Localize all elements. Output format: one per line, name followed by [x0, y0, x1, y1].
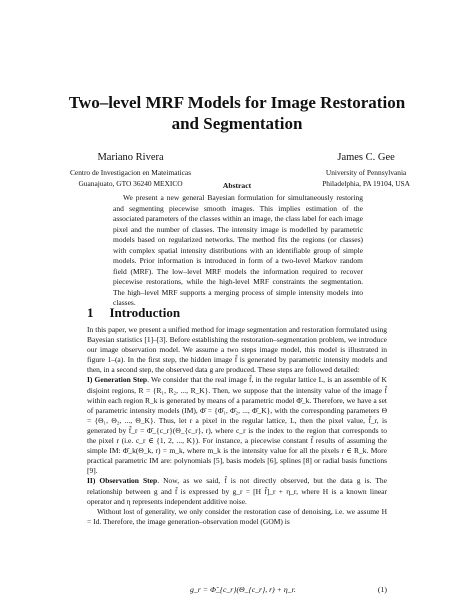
observation-step-label: II) Observation Step [87, 476, 158, 486]
equation-1-body: g_r = Φ̂_{c_r}(Θ_{c_r}, r) + η_r. [190, 585, 296, 594]
observation-step-paragraph [87, 476, 387, 506]
intro-paragraph-4: Without lost of generality, we only consider the restoration case of denoising, i.e. we assume H = Id. Therefore, the image generation–observation model (GOM) is [87, 506, 387, 526]
paper-title [40, 92, 434, 134]
section-heading [87, 305, 180, 321]
generation-step-text: . We consider that the real image f̃, in the regular lattice L, is an assemble of K disjoint regions, R = {R₁, R₂, ..., R_K}. Then, we suppose that the intensity value of the image f̃ within each region R_k is generated by means of a parametric model Φ̂_k. Therefore, we have a set of parametric intensity models (IM), Φ̂ = {Φ̂₁, Φ̂₂, ..., Φ̂_K}, with the corresponding parameters Θ = {Θ₁, Θ₂, ..., Θ_K}. Thus, let r a pixel in the regular lattice, L, then the pixel value, f̃_r, is generated by f̃_r = Φ̂_{c_r}(Θ_{c_r}, r), where c_r is the index to the region that corresponds to the pixel r (i.e. c_r ∈ {1, 2, ..., K}). For instance, a piecewise constant f̃ results of assuming the simple IM: Φ̂_k(Θ_k, r) = m_k, where m_k is the intensity value for all the pixels r ∈ R_k. More practical parametric IM are: polynomials [5], basis models [6], splines [8] or radial basis functions [9]. [87, 375, 387, 476]
section-body [87, 325, 387, 527]
author-1-name: Mariano Rivera [97, 152, 164, 163]
author-1-affiliation-line-2: Guanajuato, GTO 36240 MEXICO [78, 179, 183, 188]
author-2-name: James C. Gee [337, 152, 395, 163]
author-1-affiliation-line-1: Centro de Investigacion en Mateimaticas [70, 168, 192, 177]
author-2-affiliation-line-2: Philadelphia, PA 19104, USA [322, 179, 410, 188]
title-line-1: Two–level MRF Models for Image Restoration [68, 93, 406, 112]
abstract-text: We present a new general Bayesian formulation for simultaneously restoring and segmenting piecewise smooth images. This implies estimation of the associated parameters of the classes within an image, the class label for each image pixel and the number of classes. The intensity image is modelled by parametric models based on regularized networks. The method fits the regions (or classes) with complex spatial intensity distributions with an identifiable group of simple models. Prior information is introduced in form of a two-level Markov random field (MRF). The low–level MRF models the information required to recover piecewise restorations, while the high-level MRF constraints the segmentation. The high–level MRF supports a merging process of simple intensity models into classes. [113, 193, 363, 307]
generation-step-paragraph [87, 375, 387, 476]
observation-step-text: . Now, as we said, f̃ is not directly observed, but the data g is. The relationship between g and f̃ is expressed by g_r = [H f̃]_r + η_r, where H is a known linear operator and η represents independent additive noise. [87, 476, 388, 506]
title-line-2: and Segmentation [171, 114, 303, 133]
intro-paragraph-1: In this paper, we present a unified method for image segmentation and restoration formulated using Bayesian statistics [1]–[3]. Before establishing the restoration–segmentation problem, we introduce our image observation model. We assume a two steps image model, this model is illustrated in figure 1–(a). In the first step, the hidden image f̃ is generated by parametric intensity models and then, in a second step, the observed data g are produced. These steps are followed detailed: [87, 325, 387, 375]
section-number: 1 [87, 305, 94, 320]
abstract-heading: Abstract [222, 181, 252, 190]
author-2-affiliation-line-1: University of Pennsylvania [325, 168, 407, 177]
section-title: Introduction [109, 305, 181, 320]
generation-step-label: I) Generation Step [87, 375, 148, 385]
equation-1-number: (1) [377, 585, 387, 594]
